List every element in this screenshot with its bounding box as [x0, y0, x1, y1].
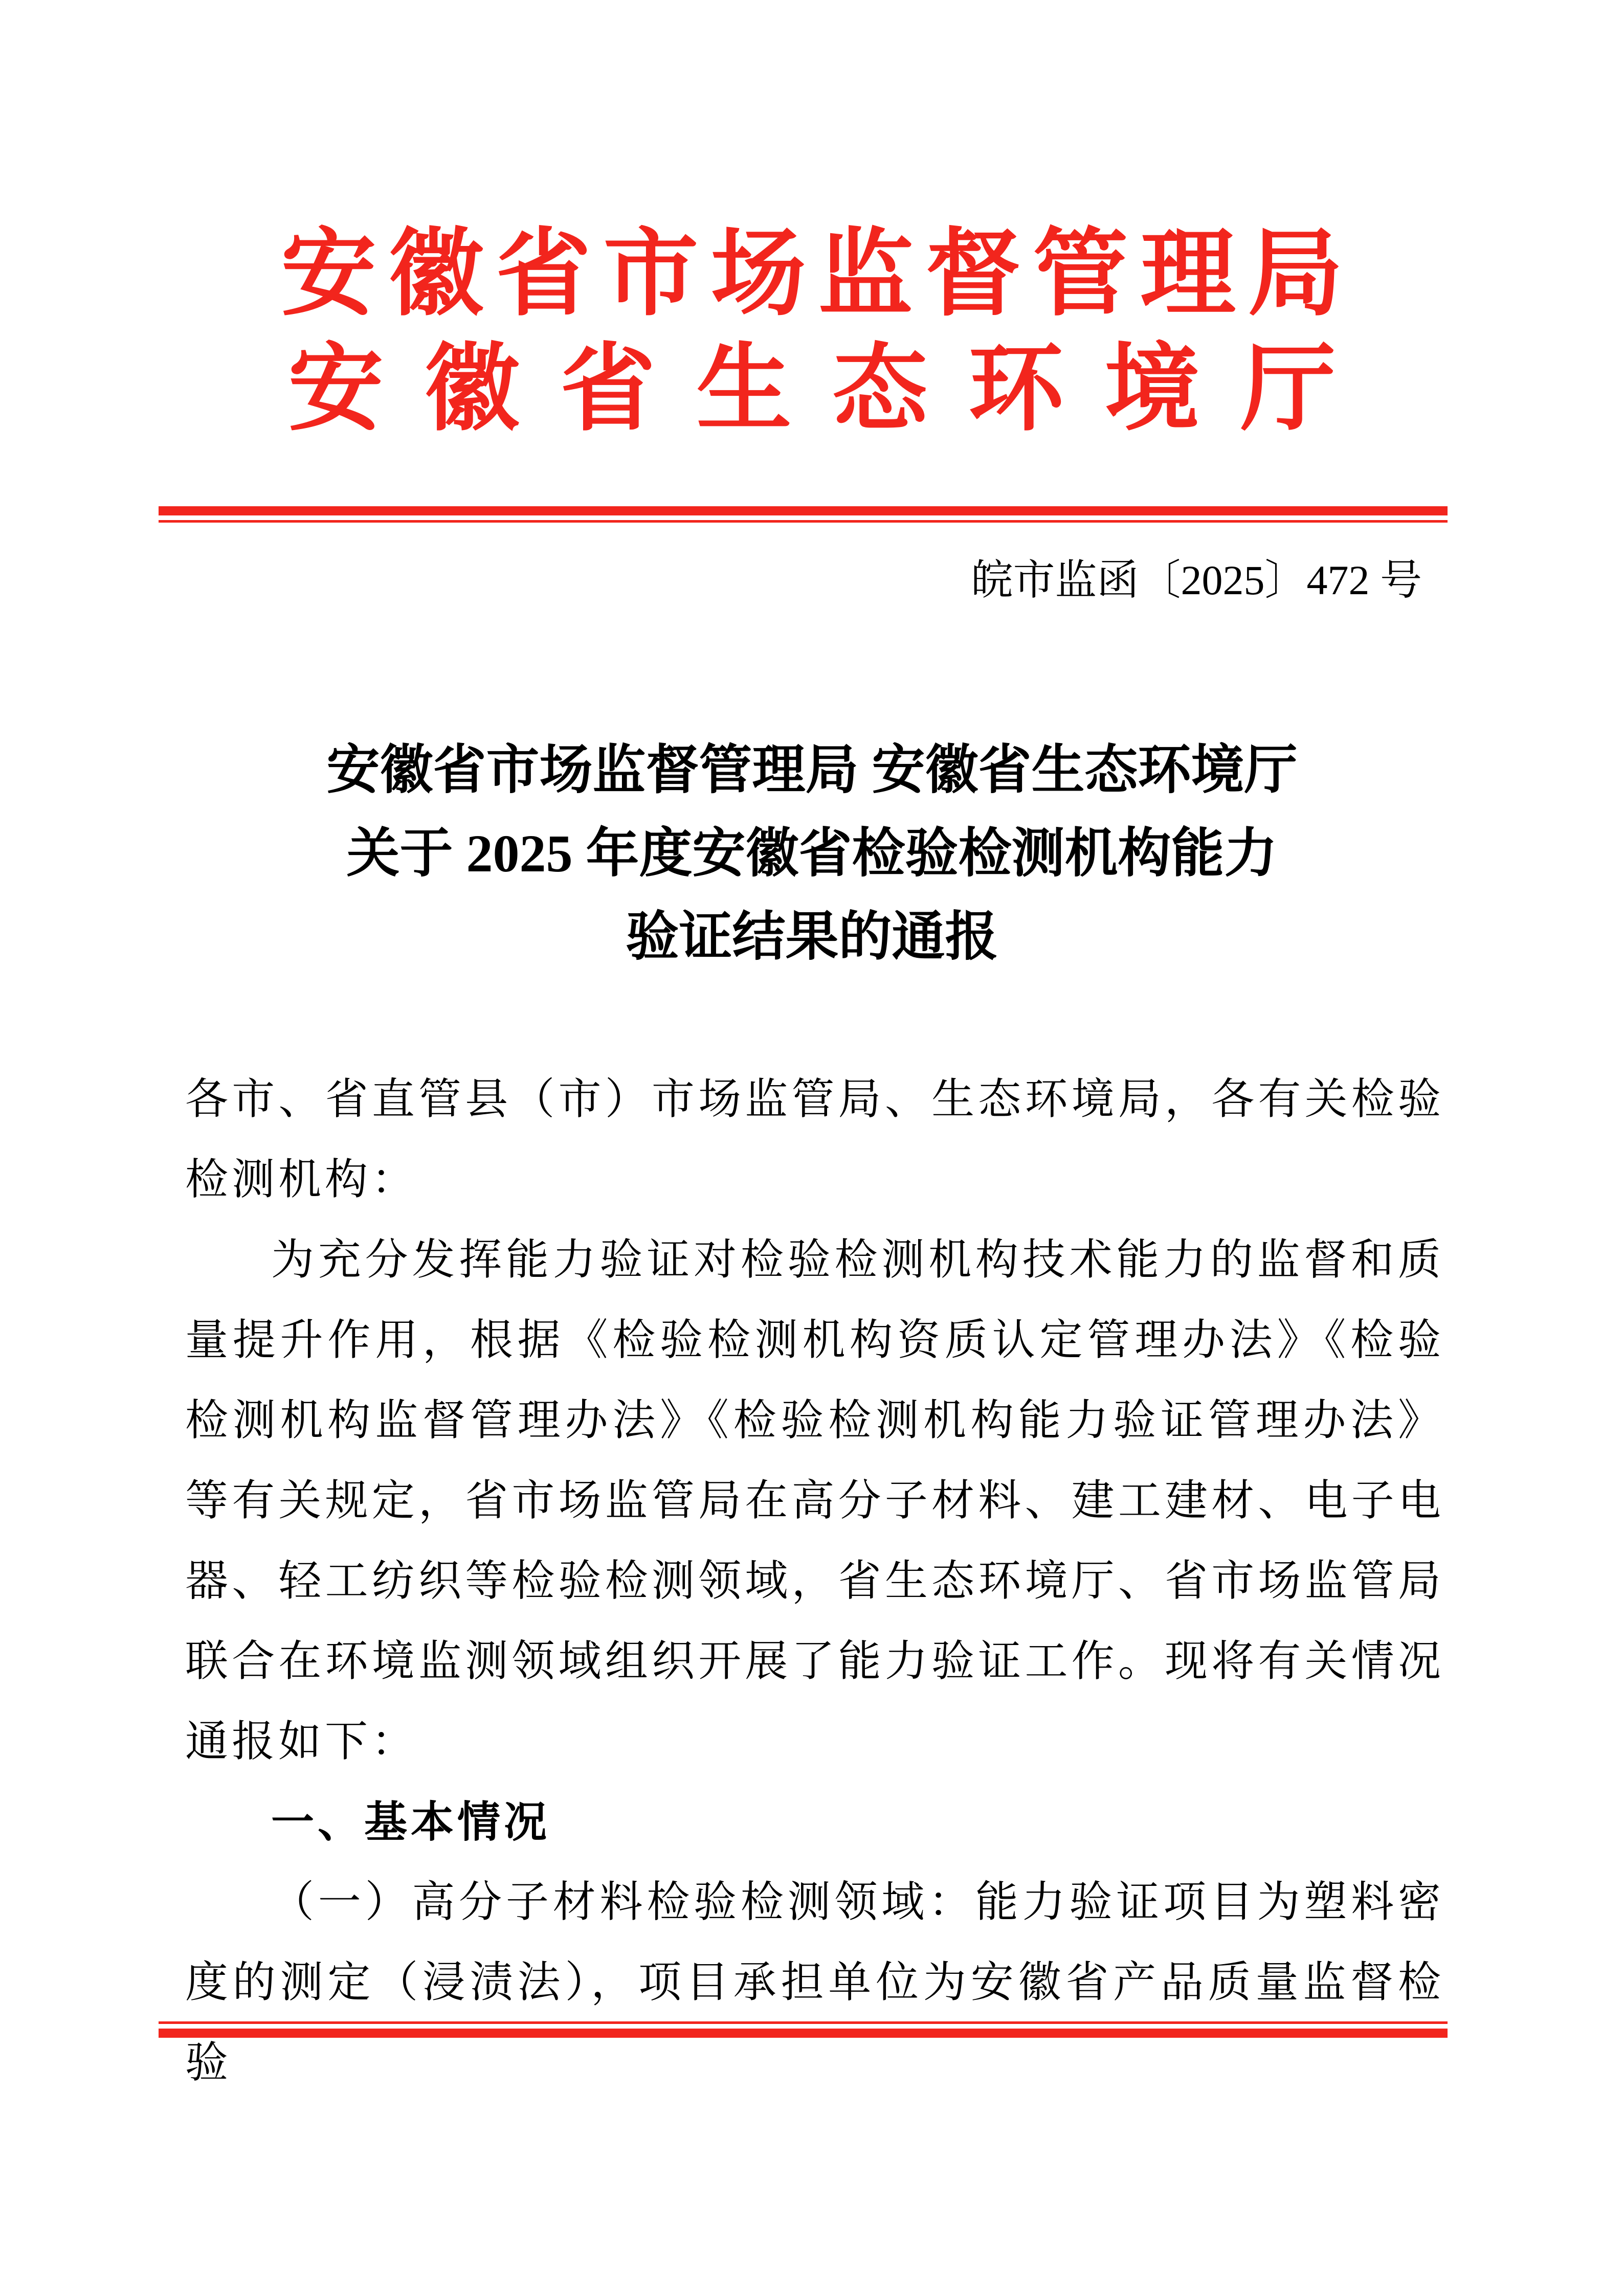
header-separator: [159, 506, 1448, 523]
header-separator-gap: [159, 515, 1448, 520]
document-body: [185, 1060, 1444, 2103]
section-heading-1: 一、基本情况: [271, 1798, 551, 1846]
paragraph-2: （一）高分子材料检验检测领域：能力验证项目为塑料密度的测定（浸渍法），项目承担单位为安徽省产品质量监督检验: [185, 1879, 1444, 2087]
header-separator-thin-line: [159, 520, 1448, 523]
letterhead-line-2: 安徽省生态环境厅: [288, 337, 1377, 442]
title-line-2: 关于 2025 年度安徽省检验检测机构能力: [346, 824, 1278, 883]
paragraph-1: 为充分发挥能力验证对检验检测机构技术能力的监督和质量提升作用，根据《检验检测机构资质认定管理办法》《检验检测机构监督管理办法》《检验检测机构能力验证管理办法》等有关规定，省市场监管局在高分子材料、建工建材、电子电器、轻工纺织等检验检测领域，省生态环境厅、省市场监管局联合在环境监测领域组织开展了能力验证工作。现将有关情况通报如下：: [185, 1236, 1444, 1766]
header-separator-thick-line: [159, 506, 1448, 515]
letterhead: [0, 220, 1624, 445]
footer-separator-thick-line: [159, 2029, 1448, 2038]
letterhead-line-1: 安徽省市场监督管理局: [281, 222, 1355, 327]
footer-separator-gap: [159, 2024, 1448, 2029]
footer-separator: [159, 2021, 1448, 2038]
salutation: 各市、省直管县（市）市场监管局、生态环境局，各有关检验检测机构：: [185, 1076, 1444, 1204]
document-title: [0, 729, 1624, 979]
document-number: 皖市监函〔2025〕472 号: [971, 557, 1422, 603]
title-line-1: 安徽省市场监督管理局 安徽省生态环境厅: [326, 741, 1298, 800]
title-line-3: 验证结果的通报: [626, 908, 998, 966]
